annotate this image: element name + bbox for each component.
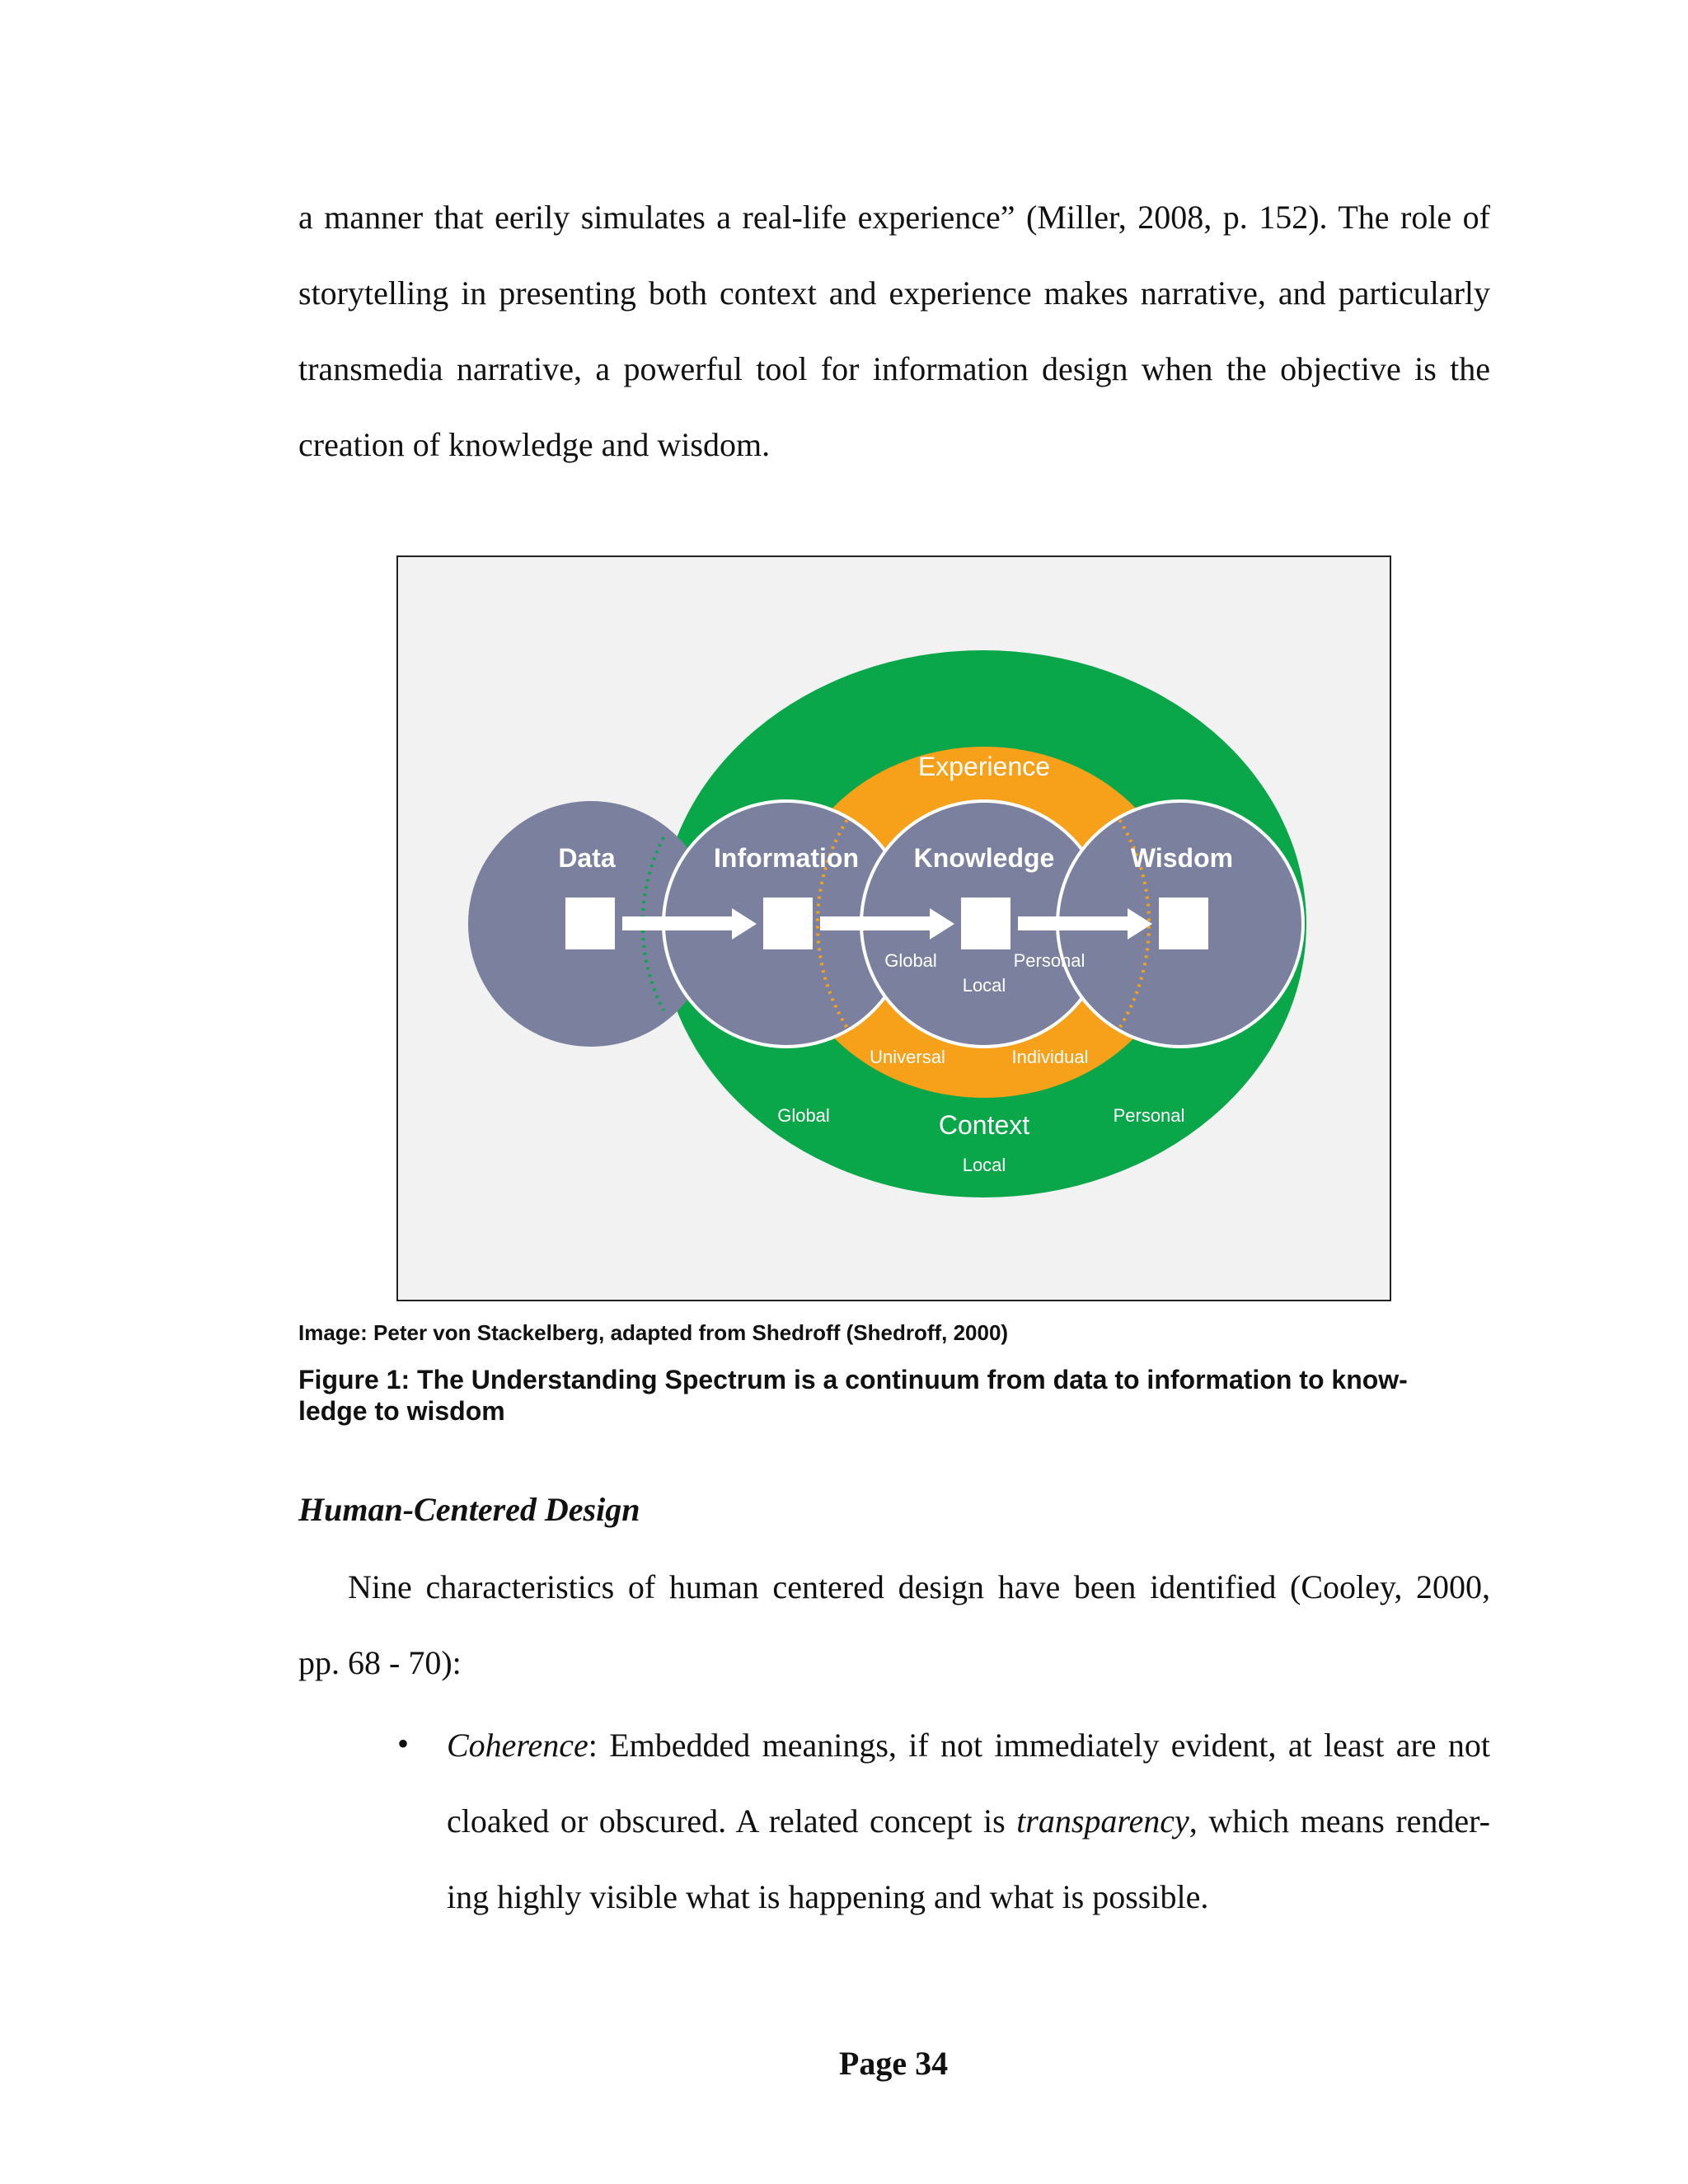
image-credit: Image: Peter von Stackelberg, adapted from Shedroff (Shedroff, 2000) bbox=[298, 1320, 1009, 1345]
intro-line: transmedia narrative, a powerful tool for information design when the objective is the bbox=[298, 350, 1490, 387]
understanding-spectrum-figure bbox=[396, 555, 1391, 1301]
section-line: pp. 68 - 70): bbox=[298, 1644, 462, 1681]
outer-personal-label: Personal bbox=[1113, 1105, 1185, 1126]
information-square bbox=[763, 898, 813, 949]
caption-line: ledge to wisdom bbox=[298, 1396, 505, 1426]
section-heading: Human-Centered Design bbox=[298, 1491, 640, 1528]
information-label: Information bbox=[714, 843, 859, 873]
individual-label: Individual bbox=[1011, 1047, 1089, 1067]
outer-global-label: Global bbox=[777, 1105, 830, 1126]
section-line: Nine characteristics of human centered design have been identified (Cooley, 2000, bbox=[348, 1568, 1490, 1605]
bullet-line2-term: transparency bbox=[1016, 1802, 1189, 1840]
bullet-line1-text: : Embedded meanings, if not immediately evident, at least are not bbox=[588, 1727, 1490, 1764]
context-label: Context bbox=[938, 1110, 1030, 1140]
bullet-line2-text-a: cloaked or obscured. A related concept is bbox=[447, 1802, 1017, 1840]
figure-diagram bbox=[398, 557, 1390, 1300]
intro-paragraph bbox=[298, 180, 1490, 483]
bullet-marker: • bbox=[397, 1725, 410, 1762]
bullet-line bbox=[447, 1783, 1490, 1859]
section-paragraph bbox=[298, 1549, 1490, 1701]
wisdom-label: Wisdom bbox=[1130, 843, 1234, 873]
data-label: Data bbox=[558, 843, 616, 873]
bullet-item-coherence bbox=[447, 1708, 1490, 1935]
caption-line: Figure 1: The Understanding Spectrum is a continuum from data to information to know- bbox=[298, 1365, 1408, 1394]
intro-line: a manner that eerily simulates a real-life experience” (Miller, 2008, p. 152). The role of bbox=[298, 199, 1490, 236]
knowledge-square bbox=[961, 898, 1010, 949]
inner-local-label: Local bbox=[962, 975, 1006, 996]
outer-local-label: Local bbox=[962, 1155, 1006, 1175]
wisdom-square bbox=[1159, 898, 1208, 949]
bullet-line bbox=[447, 1708, 1490, 1783]
bullet-line: ing highly visible what is happening and what is possible. bbox=[447, 1878, 1209, 1915]
universal-label: Universal bbox=[870, 1047, 945, 1067]
bullet-line2-text-b: , which means render- bbox=[1189, 1802, 1490, 1840]
inner-global-label: Global bbox=[884, 950, 937, 971]
data-square bbox=[565, 898, 615, 949]
experience-label: Experience bbox=[917, 752, 1051, 781]
figure-caption bbox=[298, 1364, 1469, 1427]
intro-line: storytelling in presenting both context and experience makes narrative, and particularly bbox=[298, 274, 1490, 312]
bullet-term: Coherence bbox=[447, 1727, 588, 1764]
intro-line: creation of knowledge and wisdom. bbox=[298, 426, 771, 463]
knowledge-label: Knowledge bbox=[913, 843, 1055, 873]
inner-personal-label: Personal bbox=[1013, 950, 1085, 971]
page-number: Page 34 bbox=[838, 2045, 949, 2082]
